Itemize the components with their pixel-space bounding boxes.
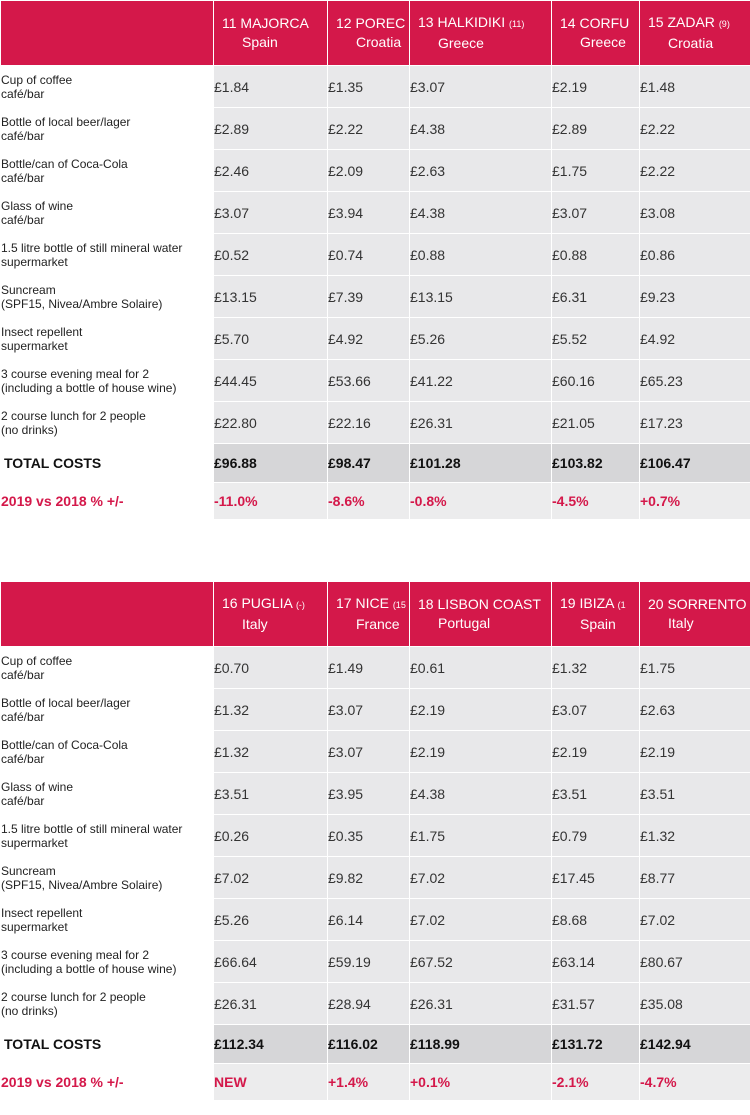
price-cell: £13.15 xyxy=(214,276,328,318)
price-cell: £0.88 xyxy=(552,234,640,276)
table-row xyxy=(1,941,750,983)
price-cell: £63.14 xyxy=(552,941,640,983)
price-cell: £2.63 xyxy=(640,689,750,731)
change-cell: -4.5% xyxy=(552,483,640,520)
table-row xyxy=(1,150,750,192)
table-row xyxy=(1,360,750,402)
table-row xyxy=(1,773,750,815)
price-cell: £7.39 xyxy=(328,276,410,318)
price-cell: £1.75 xyxy=(640,647,750,689)
price-cell: £3.07 xyxy=(328,689,410,731)
change-row xyxy=(1,1064,750,1101)
item-venue: supermarket xyxy=(1,835,68,850)
total-cell: £106.47 xyxy=(640,444,750,483)
price-cell: £0.52 xyxy=(214,234,328,276)
change-cell: -11.0% xyxy=(214,483,328,520)
item-name: Glass of wine xyxy=(1,779,74,794)
price-cell: £0.86 xyxy=(640,234,750,276)
destination-header xyxy=(328,582,410,647)
destination-country: Greece xyxy=(438,35,484,51)
price-cell: £3.95 xyxy=(328,773,410,815)
item-label xyxy=(1,108,214,150)
price-cell: £59.19 xyxy=(328,941,410,983)
price-cell: £1.32 xyxy=(214,689,328,731)
previous-rank: (15 xyxy=(392,600,406,610)
item-venue: café/bar xyxy=(1,751,45,766)
destination-name: 13 HALKIDIKI (11) xyxy=(418,14,525,30)
destination-header xyxy=(552,582,640,647)
cost-table-2 xyxy=(0,581,750,1101)
item-label xyxy=(1,773,214,815)
price-cell: £1.75 xyxy=(410,815,552,857)
table-row xyxy=(1,689,750,731)
price-cell: £2.09 xyxy=(328,150,410,192)
price-cell: £4.38 xyxy=(410,192,552,234)
price-cell: £60.16 xyxy=(552,360,640,402)
header-corner xyxy=(1,582,214,647)
price-cell: £1.32 xyxy=(552,647,640,689)
change-cell: -4.7% xyxy=(640,1064,750,1101)
price-cell: £3.07 xyxy=(552,689,640,731)
item-name: 2 course lunch for 2 people xyxy=(1,408,146,423)
price-cell: £5.26 xyxy=(214,899,328,941)
total-label: TOTAL COSTS xyxy=(1,1025,214,1064)
price-cell: £26.31 xyxy=(410,983,552,1025)
price-cell: £0.26 xyxy=(214,815,328,857)
total-cell: £142.94 xyxy=(640,1025,750,1064)
price-cell: £31.57 xyxy=(552,983,640,1025)
price-cell: £53.66 xyxy=(328,360,410,402)
item-venue: (SPF15, Nivea/Ambre Solaire) xyxy=(1,296,163,311)
item-venue: (no drinks) xyxy=(1,422,58,437)
destination-country: Greece xyxy=(580,34,626,50)
price-cell: £3.08 xyxy=(640,192,750,234)
table-row xyxy=(1,983,750,1025)
destination-header xyxy=(640,1,750,66)
price-cell: £3.07 xyxy=(214,192,328,234)
table-row xyxy=(1,234,750,276)
total-row xyxy=(1,444,750,483)
item-name: 1.5 litre bottle of still mineral water xyxy=(1,240,183,255)
item-name: Suncream xyxy=(1,282,56,297)
price-cell: £7.02 xyxy=(410,899,552,941)
price-cell: £0.70 xyxy=(214,647,328,689)
item-label xyxy=(1,276,214,318)
price-cell: £1.35 xyxy=(328,66,410,108)
total-cell: £116.02 xyxy=(328,1025,410,1064)
previous-rank: (-) xyxy=(295,600,305,610)
item-label xyxy=(1,192,214,234)
price-cell: £17.45 xyxy=(552,857,640,899)
price-cell: £0.35 xyxy=(328,815,410,857)
item-label xyxy=(1,731,214,773)
item-venue: café/bar xyxy=(1,86,45,101)
total-label: TOTAL COSTS xyxy=(1,444,214,483)
item-venue: (including a bottle of house wine) xyxy=(1,380,177,395)
item-name: 3 course evening meal for 2 xyxy=(1,366,150,381)
table-row xyxy=(1,276,750,318)
previous-rank: (1 xyxy=(617,600,626,610)
total-row xyxy=(1,1025,750,1064)
item-venue: café/bar xyxy=(1,170,45,185)
item-venue: (SPF15, Nivea/Ambre Solaire) xyxy=(1,877,163,892)
table-row xyxy=(1,402,750,444)
price-cell: £0.79 xyxy=(552,815,640,857)
price-cell: £26.31 xyxy=(410,402,552,444)
price-cell: £1.32 xyxy=(640,815,750,857)
item-label xyxy=(1,857,214,899)
item-venue: supermarket xyxy=(1,919,68,934)
item-label xyxy=(1,689,214,731)
item-label xyxy=(1,983,214,1025)
total-cell: £101.28 xyxy=(410,444,552,483)
item-name: Bottle of local beer/lager xyxy=(1,114,131,129)
table-row xyxy=(1,647,750,689)
item-venue: (including a bottle of house wine) xyxy=(1,961,177,976)
price-cell: £1.75 xyxy=(552,150,640,192)
change-cell: NEW xyxy=(214,1064,328,1101)
price-cell: £4.92 xyxy=(328,318,410,360)
change-row xyxy=(1,483,750,520)
change-cell: -8.6% xyxy=(328,483,410,520)
price-cell: £0.88 xyxy=(410,234,552,276)
price-cell: £2.22 xyxy=(640,150,750,192)
item-venue: café/bar xyxy=(1,709,45,724)
price-cell: £2.22 xyxy=(640,108,750,150)
table-row xyxy=(1,857,750,899)
price-cell: £8.68 xyxy=(552,899,640,941)
destination-name: 19 IBIZA (1 xyxy=(560,595,626,611)
item-label xyxy=(1,234,214,276)
price-cell: £80.67 xyxy=(640,941,750,983)
price-cell: £2.19 xyxy=(410,731,552,773)
price-cell: £17.23 xyxy=(640,402,750,444)
price-cell: £1.32 xyxy=(214,731,328,773)
item-label xyxy=(1,150,214,192)
destination-country: Croatia xyxy=(668,35,714,51)
table-row xyxy=(1,815,750,857)
price-cell: £2.19 xyxy=(640,731,750,773)
price-cell: £3.94 xyxy=(328,192,410,234)
price-cell: £21.05 xyxy=(552,402,640,444)
price-cell: £66.64 xyxy=(214,941,328,983)
previous-rank: (9) xyxy=(718,19,730,29)
price-cell: £3.07 xyxy=(552,192,640,234)
price-cell: £5.70 xyxy=(214,318,328,360)
price-cell: £7.02 xyxy=(214,857,328,899)
price-cell: £7.02 xyxy=(640,899,750,941)
price-cell: £22.80 xyxy=(214,402,328,444)
item-name: Cup of coffee xyxy=(1,653,73,668)
item-name: Bottle/can of Coca-Cola xyxy=(1,156,128,171)
total-cell: £96.88 xyxy=(214,444,328,483)
change-label: 2019 vs 2018 % +/- xyxy=(1,1064,214,1101)
price-cell: £2.19 xyxy=(552,731,640,773)
destination-header xyxy=(328,1,410,66)
table-row xyxy=(1,899,750,941)
destination-header xyxy=(410,1,552,66)
item-venue: café/bar xyxy=(1,212,45,227)
destination-name: 17 NICE (15 xyxy=(336,595,406,611)
item-name: Bottle/can of Coca-Cola xyxy=(1,737,128,752)
price-cell: £28.94 xyxy=(328,983,410,1025)
price-cell: £6.31 xyxy=(552,276,640,318)
item-label xyxy=(1,318,214,360)
destination-header xyxy=(552,1,640,66)
price-cell: £4.38 xyxy=(410,773,552,815)
price-cell: £6.14 xyxy=(328,899,410,941)
price-cell: £2.89 xyxy=(552,108,640,150)
price-cell: £1.48 xyxy=(640,66,750,108)
total-cell: £131.72 xyxy=(552,1025,640,1064)
price-cell: £2.63 xyxy=(410,150,552,192)
item-name: Bottle of local beer/lager xyxy=(1,695,131,710)
price-cell: £67.52 xyxy=(410,941,552,983)
destination-country: Portugal xyxy=(438,615,491,631)
price-cell: £1.49 xyxy=(328,647,410,689)
price-cell: £22.16 xyxy=(328,402,410,444)
price-cell: £3.51 xyxy=(640,773,750,815)
price-cell: £1.84 xyxy=(214,66,328,108)
price-cell: £2.89 xyxy=(214,108,328,150)
table-row xyxy=(1,108,750,150)
price-cell: £3.07 xyxy=(410,66,552,108)
price-cell: £3.51 xyxy=(552,773,640,815)
destination-header xyxy=(640,582,750,647)
price-cell: £5.52 xyxy=(552,318,640,360)
price-cell: £7.02 xyxy=(410,857,552,899)
item-name: Suncream xyxy=(1,863,56,878)
destination-country: Spain xyxy=(242,34,278,50)
item-name: Cup of coffee xyxy=(1,72,73,87)
destination-country: Italy xyxy=(242,616,268,632)
destination-name: 14 CORFU xyxy=(560,15,630,31)
item-venue: (no drinks) xyxy=(1,1003,58,1018)
destination-header xyxy=(410,582,552,647)
total-cell: £98.47 xyxy=(328,444,410,483)
price-cell: £41.22 xyxy=(410,360,552,402)
item-label xyxy=(1,815,214,857)
total-cell: £103.82 xyxy=(552,444,640,483)
item-name: 3 course evening meal for 2 xyxy=(1,947,150,962)
destination-name: 11 MAJORCA xyxy=(222,15,309,31)
price-cell: £2.22 xyxy=(328,108,410,150)
destination-header xyxy=(214,1,328,66)
item-venue: supermarket xyxy=(1,338,68,353)
item-name: Glass of wine xyxy=(1,198,74,213)
price-cell: £4.38 xyxy=(410,108,552,150)
price-cell: £4.92 xyxy=(640,318,750,360)
item-name: 2 course lunch for 2 people xyxy=(1,989,146,1004)
destination-name: 12 POREC xyxy=(336,15,406,31)
change-label: 2019 vs 2018 % +/- xyxy=(1,483,214,520)
destination-name: 16 PUGLIA (-) xyxy=(222,595,305,611)
cost-table-1 xyxy=(0,0,750,520)
price-cell: £9.23 xyxy=(640,276,750,318)
destination-header xyxy=(214,582,328,647)
price-cell: £2.19 xyxy=(552,66,640,108)
destination-country: Croatia xyxy=(356,34,402,50)
price-cell: £44.45 xyxy=(214,360,328,402)
table-row xyxy=(1,66,750,108)
change-cell: +0.7% xyxy=(640,483,750,520)
price-cell: £13.15 xyxy=(410,276,552,318)
price-cell: £26.31 xyxy=(214,983,328,1025)
table-row xyxy=(1,318,750,360)
item-name: Insect repellent xyxy=(1,324,83,339)
destination-name: 18 LISBON COAST xyxy=(418,596,541,612)
change-cell: -0.8% xyxy=(410,483,552,520)
price-cell: £0.74 xyxy=(328,234,410,276)
item-label xyxy=(1,899,214,941)
item-label xyxy=(1,360,214,402)
item-name: Insect repellent xyxy=(1,905,83,920)
table-row xyxy=(1,192,750,234)
item-venue: café/bar xyxy=(1,128,45,143)
item-venue: café/bar xyxy=(1,667,45,682)
item-label xyxy=(1,941,214,983)
destination-name: 15 ZADAR (9) xyxy=(648,14,730,30)
table-row xyxy=(1,731,750,773)
price-cell: £3.51 xyxy=(214,773,328,815)
destination-country: Italy xyxy=(668,615,694,631)
price-cell: £35.08 xyxy=(640,983,750,1025)
item-name: 1.5 litre bottle of still mineral water xyxy=(1,821,183,836)
destination-country: France xyxy=(356,616,400,632)
price-cell: £8.77 xyxy=(640,857,750,899)
price-cell: £2.19 xyxy=(410,689,552,731)
price-cell: £0.61 xyxy=(410,647,552,689)
change-cell: -2.1% xyxy=(552,1064,640,1101)
item-venue: supermarket xyxy=(1,254,68,269)
change-cell: +0.1% xyxy=(410,1064,552,1101)
change-cell: +1.4% xyxy=(328,1064,410,1101)
item-label xyxy=(1,402,214,444)
header-corner xyxy=(1,1,214,66)
total-cell: £118.99 xyxy=(410,1025,552,1064)
price-cell: £2.46 xyxy=(214,150,328,192)
item-venue: café/bar xyxy=(1,793,45,808)
total-cell: £112.34 xyxy=(214,1025,328,1064)
price-cell: £3.07 xyxy=(328,731,410,773)
price-cell: £9.82 xyxy=(328,857,410,899)
destination-name: 20 SORRENTO xyxy=(648,596,747,612)
price-cell: £5.26 xyxy=(410,318,552,360)
item-label xyxy=(1,66,214,108)
destination-country: Spain xyxy=(580,616,616,632)
item-label xyxy=(1,647,214,689)
price-cell: £65.23 xyxy=(640,360,750,402)
previous-rank: (11) xyxy=(509,19,525,29)
